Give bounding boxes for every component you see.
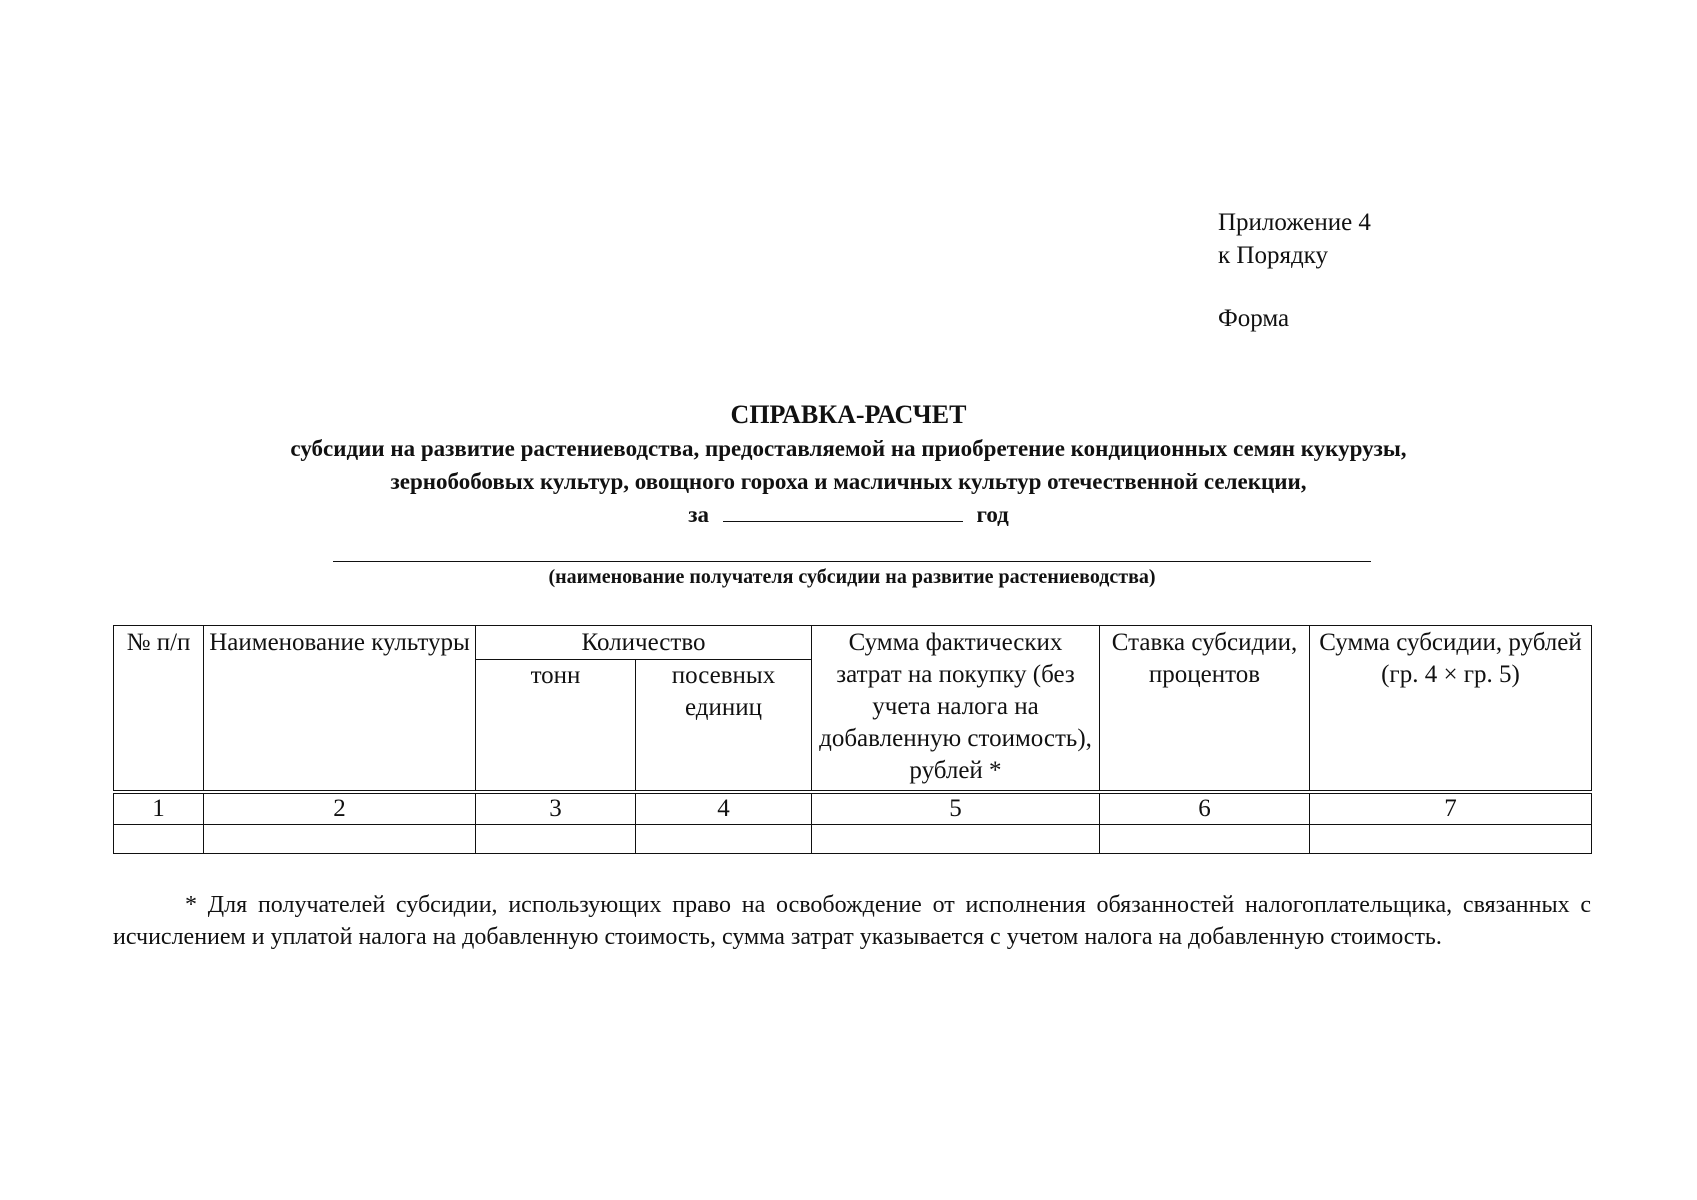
calculation-table bbox=[113, 625, 1592, 854]
year-suffix: год bbox=[976, 502, 1009, 527]
subtitle-line-1: субсидии на развитие растениеводства, предоставляемой на приобретение кондиционных семян кукурузы, bbox=[290, 436, 1407, 461]
empty-cell[interactable] bbox=[1310, 825, 1592, 854]
header-seed-units: посевных единиц bbox=[636, 660, 812, 793]
document-title: СПРАВКА-РАСЧЕТ bbox=[730, 400, 967, 429]
header-crop-name: Наименование культуры bbox=[204, 626, 476, 793]
header-actual-costs: Сумма фактических затрат на покупку (без учета налога на добавленную стоимость), рублей * bbox=[812, 626, 1100, 793]
column-number: 5 bbox=[812, 792, 1100, 825]
column-number: 7 bbox=[1310, 792, 1592, 825]
header-tons: тонн bbox=[476, 660, 636, 793]
subtitle-line-2: зернобобовых культур, овощного гороха и масличных культур отечественной селекции, bbox=[390, 469, 1307, 494]
header-subsidy-amount: Сумма субсидии, рублей (гр. 4 × гр. 5) bbox=[1310, 626, 1592, 793]
column-number: 2 bbox=[204, 792, 476, 825]
header-quantity: Количество bbox=[476, 626, 812, 660]
empty-cell[interactable] bbox=[114, 825, 204, 854]
column-number: 1 bbox=[114, 792, 204, 825]
empty-cell[interactable] bbox=[812, 825, 1100, 854]
column-number-row bbox=[114, 792, 1592, 825]
column-number: 4 bbox=[636, 792, 812, 825]
header-subsidy-rate: Ставка субсидии, процентов bbox=[1100, 626, 1310, 793]
table-row bbox=[114, 825, 1592, 854]
appendix-block bbox=[1218, 206, 1371, 335]
header-row-1 bbox=[114, 626, 1592, 660]
empty-cell[interactable] bbox=[204, 825, 476, 854]
empty-cell[interactable] bbox=[1100, 825, 1310, 854]
empty-cell[interactable] bbox=[476, 825, 636, 854]
column-number: 3 bbox=[476, 792, 636, 825]
empty-cell[interactable] bbox=[636, 825, 812, 854]
appendix-reference: к Порядку bbox=[1218, 242, 1328, 269]
year-blank-field[interactable] bbox=[723, 499, 963, 522]
form-label: Форма bbox=[1218, 305, 1290, 332]
footnote: * Для получателей субсидии, использующих право на освобождение от исполнения обязанностей налогоплательщика, связанных с исчислением и уплатой налога на добавленную стоимость, сумма затрат указывается с учетом налога на добавленную стоимость. bbox=[113, 892, 1591, 950]
header-row-number: № п/п bbox=[114, 626, 204, 793]
year-prefix: за bbox=[688, 502, 709, 527]
recipient-name-field[interactable] bbox=[333, 561, 1371, 562]
title-block bbox=[0, 398, 1697, 532]
column-number: 6 bbox=[1100, 792, 1310, 825]
recipient-caption: (наименование получателя субсидии на развитие растениеводства) bbox=[548, 566, 1156, 588]
year-line bbox=[0, 498, 1697, 532]
appendix-number: Приложение 4 bbox=[1218, 209, 1371, 236]
